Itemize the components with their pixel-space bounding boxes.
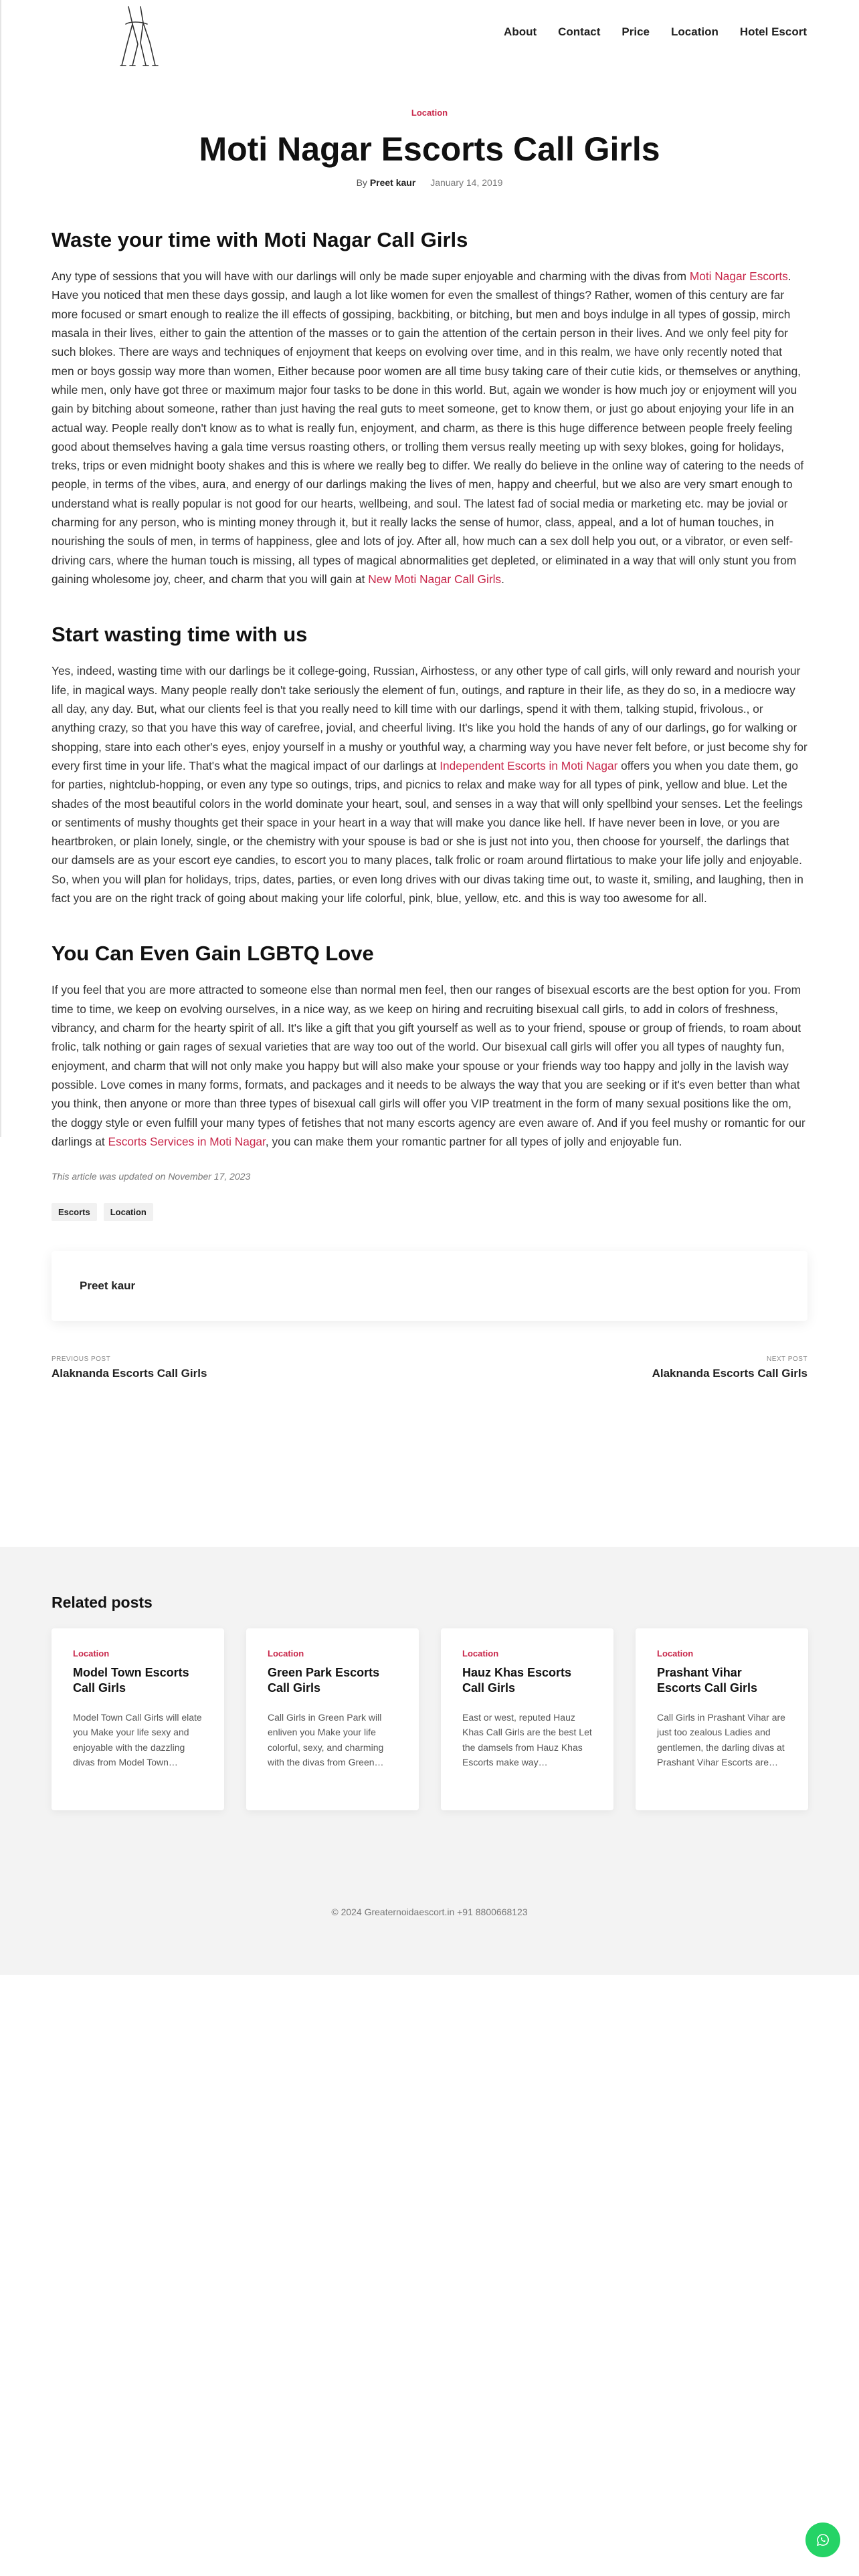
- next-post-label: NEXT POST: [767, 1356, 807, 1364]
- related-posts-title: Related posts: [52, 1594, 153, 1611]
- related-post-card[interactable]: [441, 1628, 613, 1810]
- logo-figure-icon: [108, 4, 165, 68]
- escorts-services-link[interactable]: Escorts Services in Moti Nagar: [108, 1134, 266, 1148]
- paragraph-text: .: [501, 572, 504, 586]
- related-post-card[interactable]: [52, 1628, 224, 1810]
- post-header: [0, 107, 859, 188]
- nav-hotel-escort[interactable]: Hotel Escort: [739, 25, 807, 38]
- previous-post-label: PREVIOUS POST: [52, 1356, 111, 1364]
- related-post-card[interactable]: [636, 1628, 808, 1810]
- next-post[interactable]: [652, 1356, 807, 1380]
- card-category[interactable]: Location: [657, 1648, 694, 1658]
- whatsapp-icon: [816, 2533, 830, 2547]
- card-excerpt: Call Girls in Prashant Vihar are just too zealous Ladies and gentlemen, the darling divas at Prashant Vihar Escorts are…: [657, 1711, 785, 1767]
- independent-escorts-link[interactable]: Independent Escorts in Moti Nagar: [440, 758, 618, 772]
- card-title[interactable]: Hauz Khas Escorts Call Girls: [462, 1666, 572, 1695]
- related-post-card[interactable]: [246, 1628, 419, 1810]
- main-nav: [504, 25, 807, 39]
- card-excerpt: Call Girls in Green Park will enliven you Make your life colorful, sexy, and charming with the divas from Green…: [268, 1711, 384, 1767]
- section-paragraph: [52, 267, 807, 588]
- tag-location[interactable]: Location: [104, 1203, 153, 1221]
- previous-post[interactable]: [52, 1356, 207, 1380]
- post-navigation: [52, 1356, 807, 1380]
- site-header: [0, 0, 859, 72]
- post-category-link[interactable]: Location: [411, 108, 448, 118]
- moti-nagar-escorts-link[interactable]: Moti Nagar Escorts: [689, 270, 788, 284]
- site-logo[interactable]: [108, 4, 165, 68]
- card-title[interactable]: Model Town Escorts Call Girls: [73, 1666, 189, 1695]
- post-date: January 14, 2019: [430, 177, 503, 188]
- section-heading: Start wasting time with us: [52, 623, 308, 647]
- paragraph-text: , you can make them your romantic partner for all types of jolly and enjoyable fun.: [265, 1134, 682, 1148]
- section-paragraph: [52, 980, 807, 1151]
- paragraph-text: If you feel that you are more attracted to someone else than normal men feel, then our ranges of bisexual escorts are the best option for you. From time to time, we keep on evolving ourselves, in a nice way, as we keep on hiring and recruiting bisexual call girls, to add in colors of freshness, vibrancy, and charm for the hearty spirit of all. It's like a gift that you gift yourself as well as to your friend, spouse or group of friends, to roam about frolic, talk nothing or gain rages of sexual varieties that are way too out of the world. Our bisexual call girls will offer you all types of naughty fun, enjoyment, and charm that will not only make you happy but will also make your spouse or your friends way too happy and jolly in the lavish way possible. Love comes in many forms, formats, and packages and it needs to be always the way that you are seeking or if it's even better than what you think, then anyone or more than three types of bisexual call girls will offer you VIP treatment in the form of many sexual positions like the om, the doggy style or even fulfill your many types of fetishes that not many escorts agency are even aware of. And if you feel mushy or romantic for our darlings at: [52, 983, 805, 1148]
- post-meta: [0, 177, 859, 188]
- tag-list: [52, 1203, 807, 1221]
- section-paragraph: [52, 661, 807, 907]
- card-title[interactable]: Prashant Vihar Escorts Call Girls: [657, 1666, 758, 1695]
- card-category[interactable]: Location: [268, 1648, 304, 1658]
- paragraph-text: offers you when you date them, go for parties, nightclub-hopping, or even any type so outings, trips, and picnics to relax and make way for all types of pink, yellow and blue. Let the shades of the most beautiful colors in the world dominate your heart, soul, and senses in a way that will only spellbind your senses. Let the feelings or sentiments of mushy thoughts get their space in your heart in a way that will make you dance like hell. If have never been in love, or you are heartbroken, or plain lonely, single, or the chemistry with your spouse is bad or she is just not into you, then choose for yourself, the darlings that our damsels are as your escort eye candies, to escort you to many places, talk frolic or roam around flirtatious to make your life jolly and enjoyable. So, when you will plan for holidays, trips, dates, parties, or even long drives with our divas taking time out, to waste it, smiling, and laughing, then in fact you are on the right track of going about making your life colorful, pink, blue, yellow, etc. and this is way too awesome for all.: [52, 758, 803, 905]
- page-title: Moti Nagar Escorts Call Girls: [199, 130, 660, 168]
- whatsapp-chat-button[interactable]: [805, 2523, 840, 2557]
- previous-post-title[interactable]: Alaknanda Escorts Call Girls: [52, 1367, 207, 1380]
- related-posts-list: [52, 1628, 808, 1810]
- card-excerpt: Model Town Call Girls will elate you Make your life sexy and enjoyable with the dazzling divas from Model Town…: [73, 1711, 202, 1767]
- nav-price[interactable]: Price: [622, 25, 650, 38]
- site-footer: © 2024 Greaternoidaescort.in +91 8800668123: [331, 1907, 528, 1917]
- paragraph-text: Yes, indeed, wasting time with our darlings be it college-going, Russian, Airhostess, or any other type of call girls, will only reward and nourish your life, in magical ways. Many people really don't take seriously the element of fun, outings, and rapture in their life, as they do so, in a mediocre way all day, any day. But, what our clients feel is that you really need to kill time with our darlings, spend it with them, talking stupid, frivolous., or anything crazy, so that you have this way of carefree, jovial, and cheerful living. It's like you hold the hands of any of our darlings, go for walking or shopping, stare into each other's eyes, enjoy yourself in a mushy or youthful way, a charming way you have never felt before, or just become shy for every first time in your life. That's what the magical impact of our darlings at: [52, 664, 807, 772]
- article-body: [52, 227, 807, 1380]
- post-by-label: By: [356, 177, 367, 188]
- updated-note: This article was updated on November 17, 2023: [52, 1171, 251, 1182]
- tag-escorts[interactable]: Escorts: [52, 1203, 97, 1221]
- related-posts-section: [0, 1547, 859, 1975]
- paragraph-text: . Have you noticed that men these days gossip, and laugh a lot like women for even the smallest of things? Rather, women of this century are far more focused or smart enough to realize the ill effects of gossiping, backbiting, or bitching, but men and boys indulge in all types of gossip, mirch masala in their lives, either to gain the attention of the masses or to gain the attention of the certain person in their lives. And we only feel pity for such blokes. There are ways and techniques of enjoyment that keeps on evolving over time, and in this realm, we have only recently noted that men or boys gossip way more than women, Either because poor women are all time busy taking care of their cutie kids, or themselves or anything, while men, only have got three or maximum major four tasks to be done in this world. But, again we wonder is how much joy or enjoyment will you gain by bitching about someone, rather than just having the real guts to meet someone, get to know them, or just go about enjoying your life in an actual way. People really don't know as to what is really fun, enjoyment, and charm, as there is this huge difference between people freely feeling good about themselves having a gala time versus roasting others, or trolling them versus really meeting up with sexy blokes, going for holidays, treks, trips or even midnight booty shakes and this is where we really beg to differ. We really do believe in the online way of catering to the needs of people, in terms of the vibes, aura, and energy of our darlings making the lives of men, happy and cheerful, but we also are very smart enough to understand what is really popular is not good for our hearts, wellbeing, and soul. The latest fad of social media or marketing etc. may be jovial or charming for any person, who is minting money through it, but it really lacks the sense of humor, class, appeal, and a lot of human touches, in nourishing the souls of men, in terms of happiness, glee and lots of joy. After all, how much can a sex doll help you out, or a vibrator, or even self-driving cars, where the human touch is missing, all types of magical abnormalities get depleted, or eliminated in a way that will only stunt you from gaining wholesome joy, cheer, and charm that you will gain at: [52, 270, 804, 586]
- section-heading: Waste your time with Moti Nagar Call Girls: [52, 228, 468, 251]
- card-excerpt: East or west, reputed Hauz Khas Call Girls are the best Let the damsels from Hauz Khas Escorts make way…: [462, 1711, 592, 1767]
- card-title[interactable]: Green Park Escorts Call Girls: [268, 1666, 380, 1695]
- author-box: [52, 1251, 807, 1321]
- card-category[interactable]: Location: [73, 1648, 110, 1658]
- nav-location[interactable]: Location: [671, 25, 719, 38]
- nav-contact[interactable]: Contact: [558, 25, 601, 38]
- post-author-link[interactable]: Preet kaur: [369, 177, 416, 188]
- nav-about[interactable]: About: [504, 25, 537, 38]
- section-heading: You Can Even Gain LGBTQ Love: [52, 942, 374, 966]
- new-moti-nagar-call-girls-link[interactable]: New Moti Nagar Call Girls: [368, 572, 502, 586]
- author-box-name[interactable]: Preet kaur: [80, 1279, 136, 1293]
- next-post-title[interactable]: Alaknanda Escorts Call Girls: [652, 1367, 807, 1380]
- paragraph-text: Any type of sessions that you will have with our darlings will only be made super enjoyable and charming with the divas from: [52, 270, 687, 284]
- card-category[interactable]: Location: [462, 1648, 499, 1658]
